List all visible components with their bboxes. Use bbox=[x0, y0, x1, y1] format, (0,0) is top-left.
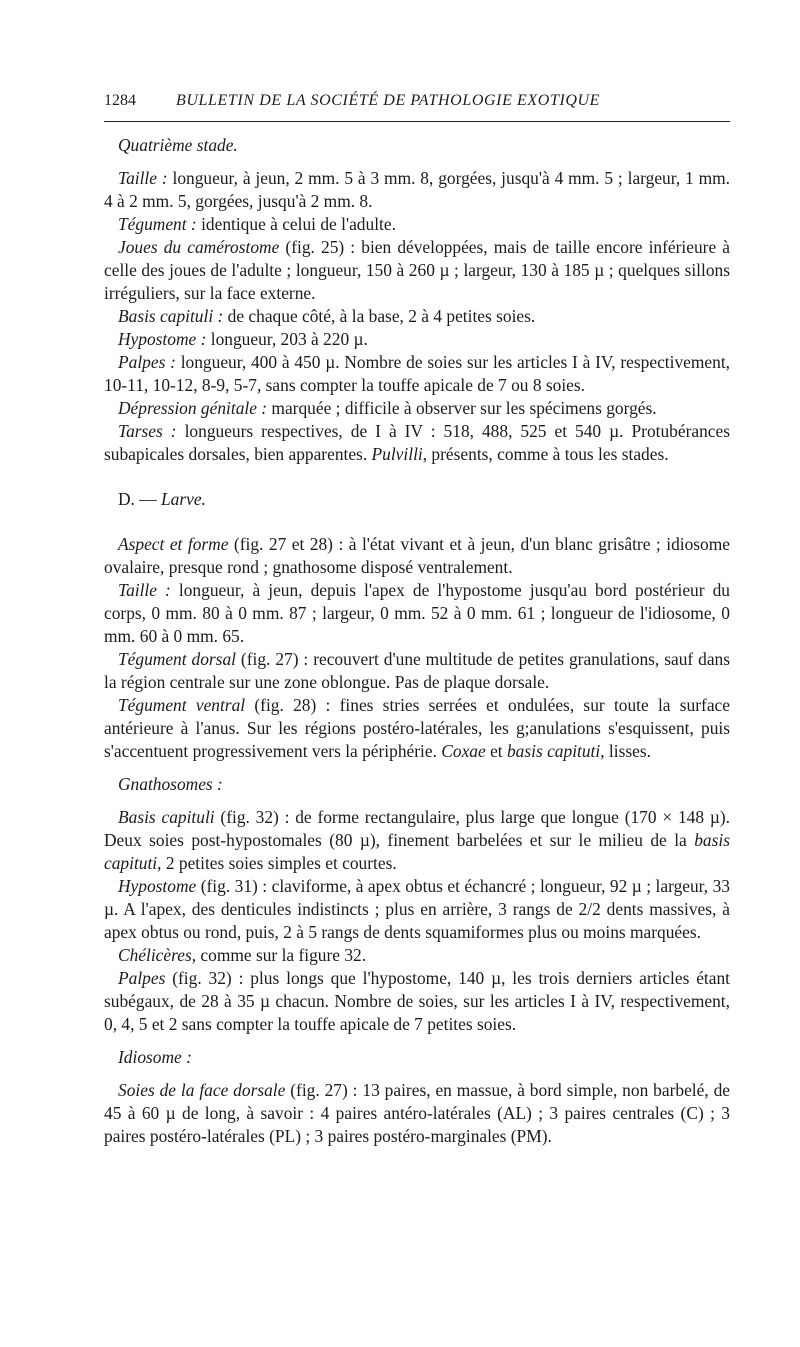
paragraph-palpes: Palpes : longueur, 400 à 450 µ. Nombre de soies sur les articles I à IV, respectivement, 10-11, 10-12, 8-9, 5-7, sans compter la touffe apicale de 7 ou 8 soies. bbox=[104, 352, 730, 395]
heading-gnathosomes: Gnathosomes : bbox=[118, 774, 223, 794]
paragraph-taille-larve: Taille : longueur, à jeun, depuis l'apex de l'hypostome jusqu'au bord postérieur du corps, 0 mm. 80 à 0 mm. 87 ; largeur, 0 mm. 52 à 0 mm. 61 ; longueur de l'idiosome, 0 mm. 60 à 0 mm. 65. bbox=[104, 580, 730, 646]
paragraph-tegument-ventral: Tégument ventral (fig. 28) : fines stries serrées et ondulées, sur toute la surface antérieure à l'anus. Sur les régions postéro-latérales, les g;anulations s'esquissent, puis s'accentuent progressivement vers la périphérie. Coxae et basis capituti, lisses. bbox=[104, 695, 730, 761]
paragraph-taille: Taille : longueur, à jeun, 2 mm. 5 à 3 mm. 8, gorgées, jusqu'à 4 mm. 5 ; largeur, 1 mm. 4 à 2 mm. 5, gorgées, jusqu'à 2 mm. 8. bbox=[104, 168, 731, 211]
running-header bbox=[104, 92, 730, 116]
paragraph-basis: Basis capituli : de chaque côté, à la base, 2 à 4 petites soies. bbox=[118, 306, 536, 326]
header-rule bbox=[104, 121, 730, 122]
page-number: 1284 bbox=[104, 92, 136, 109]
paragraph-tegument: Tégument : identique à celui de l'adulte. bbox=[118, 214, 396, 234]
section-heading-larve: D. — Larve. bbox=[118, 489, 206, 509]
journal-title: BULLETIN DE LA SOCIÉTÉ DE PATHOLOGIE EXOTIQUE bbox=[176, 92, 601, 109]
paragraph-joues: Joues du camérostome (fig. 25) : bien développées, mais de taille encore inférieure à celle des joues de l'adulte ; longueur, 150 à 260 µ ; largeur, 130 à 185 µ ; quelques sillons irréguliers, sur la face externe. bbox=[104, 237, 730, 303]
paragraph-cheliceres: Chélicères, comme sur la figure 32. bbox=[118, 945, 367, 965]
body-text bbox=[104, 134, 730, 1148]
paragraph-hypostome: Hypostome : longueur, 203 à 220 µ. bbox=[118, 329, 368, 349]
paragraph-tegument-dorsal: Tégument dorsal (fig. 27) : recouvert d'une multitude de petites granulations, sauf dans la région centrale sur une zone oblongue. Pas de plaque dorsale. bbox=[104, 649, 730, 692]
paragraph-aspect: Aspect et forme (fig. 27 et 28) : à l'état vivant et à jeun, d'un blanc grisâtre ; idiosome ovalaire, presque rond ; gnathosome disposé ventralement. bbox=[104, 534, 730, 577]
paragraph-tarses: Tarses : longueurs respectives, de I à IV : 518, 488, 525 et 540 µ. Protubérances subapicales dorsales, bien apparentes. Pulvilli, présents, comme à tous les stades. bbox=[104, 421, 730, 464]
heading-idiosome: Idiosome : bbox=[118, 1047, 192, 1067]
paragraph-soies-dorsale: Soies de la face dorsale (fig. 27) : 13 paires, en massue, à bord simple, non barbelé, de 45 à 60 µ de long, à savoir : 4 paires antéro-latérales (AL) ; 3 paires centrales (C) ; 3 paires postéro-latérales (PL) ; 3 paires postéro-marginales (PM). bbox=[104, 1080, 730, 1146]
paragraph-palpes-larve: Palpes (fig. 32) : plus longs que l'hypostome, 140 µ, les trois derniers articles étant subégaux, de 28 à 35 µ chacun. Nombre de soies, sur les articles I à IV, respectivement, 0, 4, 5 et 2 sans compter la touffe apicale de 7 petites soies. bbox=[104, 968, 730, 1034]
paragraph-hypostome-larve: Hypostome (fig. 31) : claviforme, à apex obtus et échancré ; longueur, 92 µ ; largeur, 33 µ. A l'apex, des denticules indistincts ; plus en arrière, 3 rangs de 2/2 dents massives, à apex obtus ou rond, puis, 2 à 5 rangs de dents squamiformes plus ou moins marquées. bbox=[104, 876, 730, 942]
paragraph-depression: Dépression génitale : marquée ; difficile à observer sur les spécimens gorgés. bbox=[118, 398, 657, 418]
paragraph-basis-larve: Basis capituli (fig. 32) : de forme rectangulaire, plus large que longue (170 × 148 µ). Deux soies post-hypostomales (80 µ), finement barbelées et sur le milieu de la basis capituti, 2 petites soies simples et courtes. bbox=[104, 807, 730, 873]
stage-heading: Quatrième stade. bbox=[118, 135, 238, 155]
